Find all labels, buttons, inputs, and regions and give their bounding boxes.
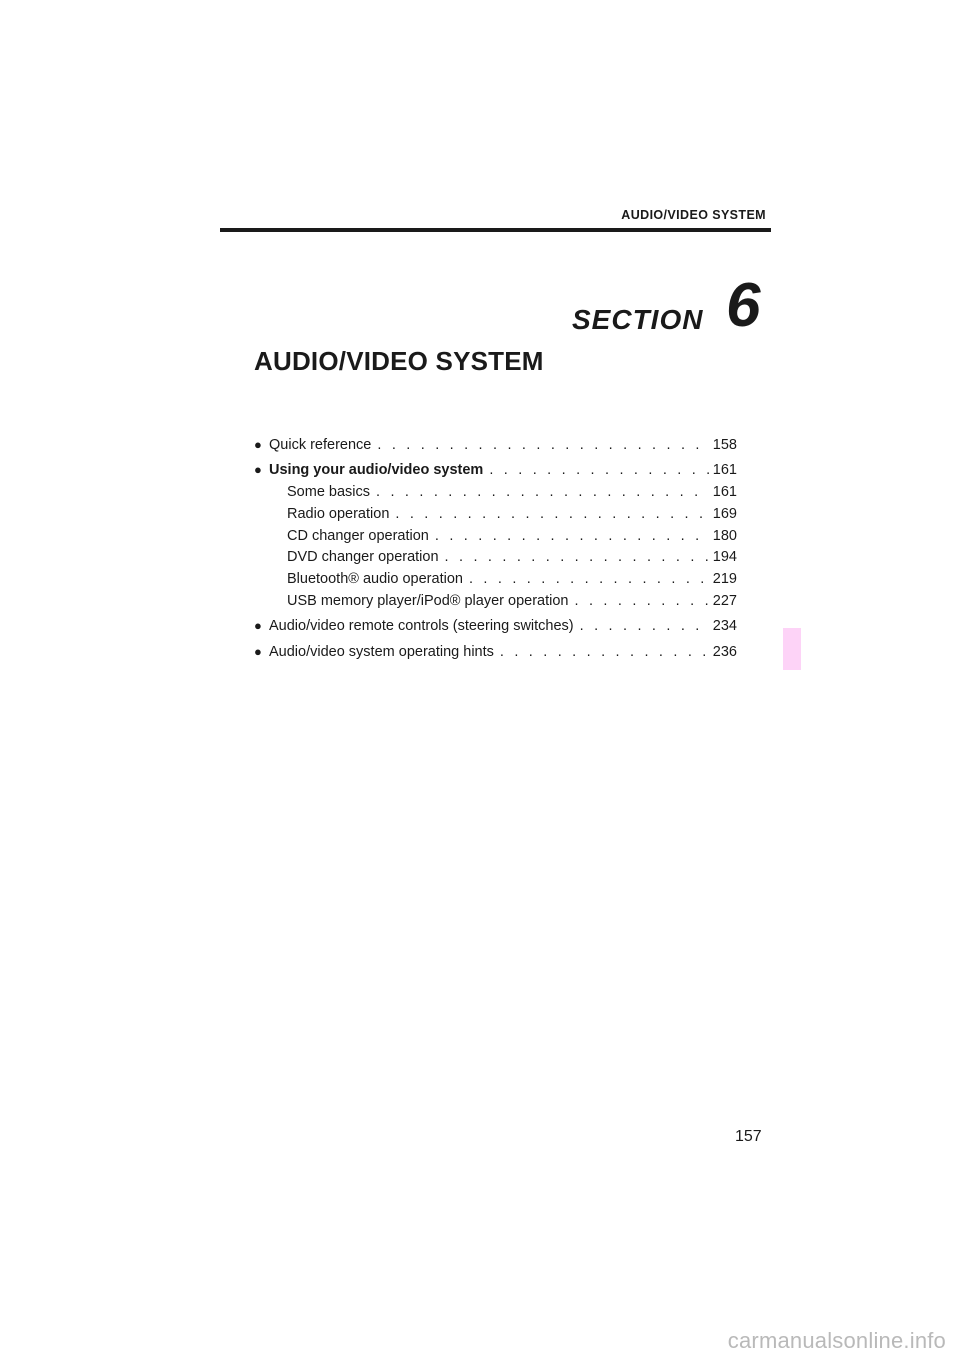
running-header: AUDIO/VIDEO SYSTEM (621, 208, 766, 222)
section-thumb-tab (783, 628, 801, 670)
watermark: carmanualsonline.info (727, 1328, 946, 1353)
leader-dots (574, 591, 708, 611)
toc-entry-some-basics[interactable] (287, 482, 737, 502)
toc-entry-using-audio-video-system[interactable] (254, 460, 737, 480)
toc-entry-page: 234 (712, 618, 737, 634)
toc-entry-page: 219 (712, 571, 737, 587)
leader-dots (580, 616, 709, 636)
section-title: AUDIO/VIDEO SYSTEM (254, 346, 544, 376)
leader-dots (435, 526, 709, 546)
section-label: SECTION (572, 304, 704, 335)
leader-dots (489, 460, 708, 480)
toc-entry-page: 161 (712, 484, 737, 500)
leader-dots (445, 547, 709, 567)
toc-entry-page: 180 (712, 528, 737, 544)
leader-dots (376, 482, 709, 502)
toc-entry-page: 227 (712, 593, 737, 609)
bullet-icon: ● (254, 618, 262, 633)
toc-entry-title: CD changer operation (287, 528, 429, 544)
leader-dots (395, 504, 708, 524)
toc-entry-quick-reference[interactable] (254, 435, 737, 455)
toc-entry-operating-hints[interactable] (254, 642, 737, 662)
leader-dots (469, 569, 709, 589)
toc-entry-title: Quick reference (269, 437, 372, 453)
toc-entry-page: 161 (712, 462, 737, 478)
leader-dots (500, 642, 709, 662)
toc-entry-bluetooth-audio-operation[interactable] (287, 569, 737, 589)
toc-entry-dvd-changer-operation[interactable] (287, 547, 737, 567)
toc-entry-title: Audio/video remote controls (steering switches) (269, 618, 574, 634)
toc-entry-page: 236 (712, 644, 737, 660)
bullet-icon: ● (254, 437, 262, 452)
toc-entry-page: 169 (712, 506, 737, 522)
toc-entry-title: Some basics (287, 484, 371, 500)
toc-entry-page: 194 (712, 549, 737, 565)
page-number: 157 (735, 1128, 762, 1145)
toc-entry-remote-controls[interactable] (254, 616, 737, 636)
toc-entry-cd-changer-operation[interactable] (287, 526, 737, 546)
toc-entry-title: USB memory player/iPod® player operation (287, 593, 569, 609)
toc-entry-title: Radio operation (287, 506, 390, 522)
toc-entry-title: Bluetooth® audio operation (287, 571, 463, 587)
toc-entry-radio-operation[interactable] (287, 504, 737, 524)
toc-entry-title: DVD changer operation (287, 549, 439, 565)
toc-entry-usb-ipod-player-operation[interactable] (287, 591, 737, 611)
bullet-icon: ● (254, 462, 262, 477)
bullet-icon: ● (254, 644, 262, 659)
toc-entry-title: Audio/video system operating hints (269, 644, 494, 660)
header-rule (220, 228, 771, 232)
toc-entry-title: Using your audio/video system (269, 462, 484, 478)
section-number: 6 (726, 271, 761, 340)
toc-entry-page: 158 (712, 437, 737, 453)
leader-dots (377, 435, 708, 455)
